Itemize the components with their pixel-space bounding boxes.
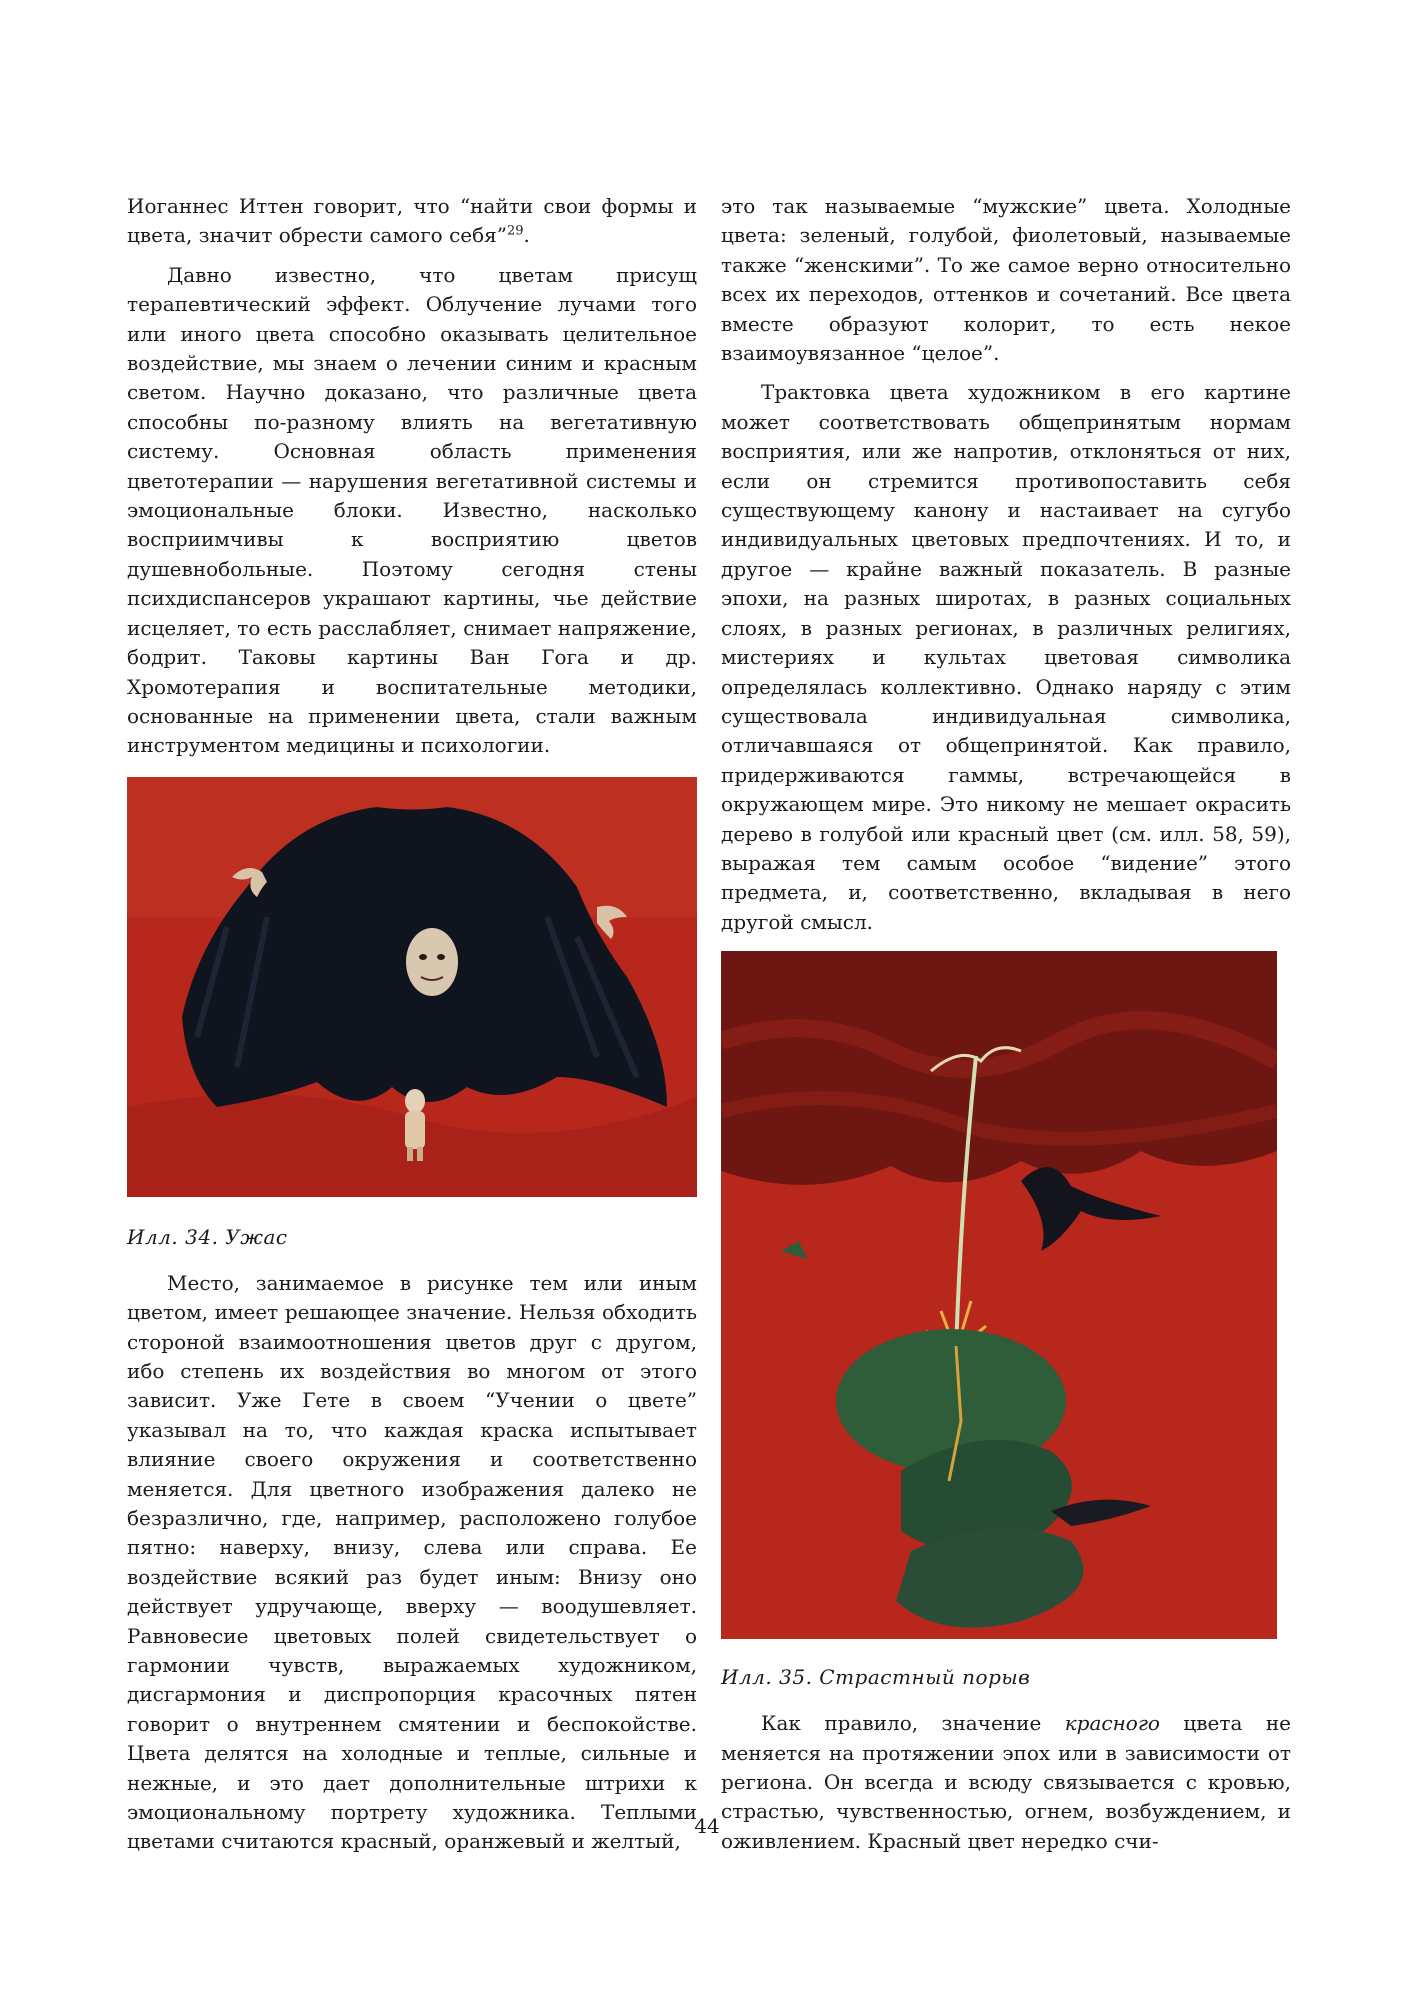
illustration-35-passion bbox=[721, 951, 1277, 1639]
paragraph-text: Иоганнес Иттен говорит, что “найти свои формы и цвета, значит обрести самого себя” bbox=[127, 194, 697, 248]
paragraph-color-interpretation: Трактовка цвета художником в его картине может соответствовать общепринятым нормам восприятия, или же напротив, отклоняться от них, если он стремится противопоставить себя существующему канону и настаивает на сугубо индивидуальных цветовых предпочтениях. И то, и другое — крайне важный показатель. В разные эпохи, на разных широтах, в разных социальных слоях, в разных регионах, в различных религиях, мистериях и культах цветовая символика определялась коллективно. Однако наряду с этим существовала индивидуальная символика, отличавшаяся от общепринятой. Как правило, придерживаются гаммы, встречающейся в окружающем мире. Это никому не мешает окрасить дерево в голубой или красный цвет (см. илл. 58, 59), выражая тем самым особое “видение” этого предмета, и, соответственно, вкладывая в него другой смысл. bbox=[721, 380, 1291, 934]
paragraph-color-placement: Место, занимаемое в рисунке тем или иным цветом, имеет решающее значение. Нельзя обходить стороной взаимоотношения цветов друг с другом, ибо степень их воздействия во многом от этого зависит. Уже Гете в своем “Учении о цвете” указывал на то, что каждая краска испытывает влияние своего окружения и соответственно меняется. Для цветного изображения далеко не безразлично, где, например, расположено голубое пятно: наверху, внизу, слева или справа. Ее воздействие всякий раз будет иным: Внизу оно действует удручающе, вверху — воодушевляет. Равновесие цветовых полей свидетельствует о гармонии чувств, выражаемых художником, дисгармония и диспропорция красочных пятен говорит о внутреннем смятении и беспокойстве. Цвета делятся на холодные и теплые, сильные и нежные, и это дает дополнительные штрихи к эмоциональному портрету художника. Теплыми цветами считаются красный, оранжевый и желтый, bbox=[127, 1270, 697, 1854]
footnote-ref[interactable]: 29 bbox=[507, 223, 524, 239]
paragraph-itten-quote bbox=[127, 192, 697, 251]
caption-34: Илл. 34. Ужас bbox=[127, 1224, 288, 1249]
caption-35: Илл. 35. Страстный порыв bbox=[721, 1665, 1031, 1690]
emphasis-red: красного bbox=[1064, 1711, 1160, 1736]
left-column bbox=[127, 192, 697, 1867]
paragraph-text: цвета не меняется на протяжении эпох или в зависимости от региона. Он всегда и всюду связывается с кровью, страстью, чувственностью, огнем, возбуждением, и оживлением. Красный цвет нередко счи- bbox=[721, 1711, 1291, 1853]
paragraph-warm-cold: это так называемые “мужские” цвета. Холодные цвета: зеленый, голубой, фиолетовый, называемые также “женскими”. То же самое верно относительно всех их переходов, оттенков и сочетаний. Все цвета вместе образуют колорит, то есть некое взаимоувязанное “целое”. bbox=[721, 194, 1291, 366]
paragraph-color-therapy: Давно известно, что цветам присущ терапевтический эффект. Облучение лучами того или иного цвета способно оказывать целительное воздействие, мы знаем о лечении синим и красным светом. Научно доказано, что различные цвета способны по-разному влиять на вегетативную систему. Основная область применения цветотерапии — нарушения вегетативной системы и эмоциональные блоки. Известно, насколько восприимчивы к восприятию цветов душевнобольные. Поэтому сегодня стены психдиспансеров украшают картины, чье действие исцеляет, то есть расслабляет, снимает напряжение, бодрит. Таковы картины Ван Гога и др. Хромотерапия и воспитательные методики, основанные на применении цвета, стали важным инструментом медицины и психологии. bbox=[127, 262, 697, 758]
paragraph-end: . bbox=[523, 223, 530, 248]
horror-painting bbox=[127, 777, 697, 1197]
passion-painting bbox=[721, 951, 1277, 1639]
page-number: 44 bbox=[694, 1814, 720, 1838]
illustration-34-horror bbox=[127, 777, 697, 1197]
paragraph-text: Как правило, значение bbox=[761, 1711, 1065, 1736]
right-column bbox=[721, 192, 1291, 1866]
